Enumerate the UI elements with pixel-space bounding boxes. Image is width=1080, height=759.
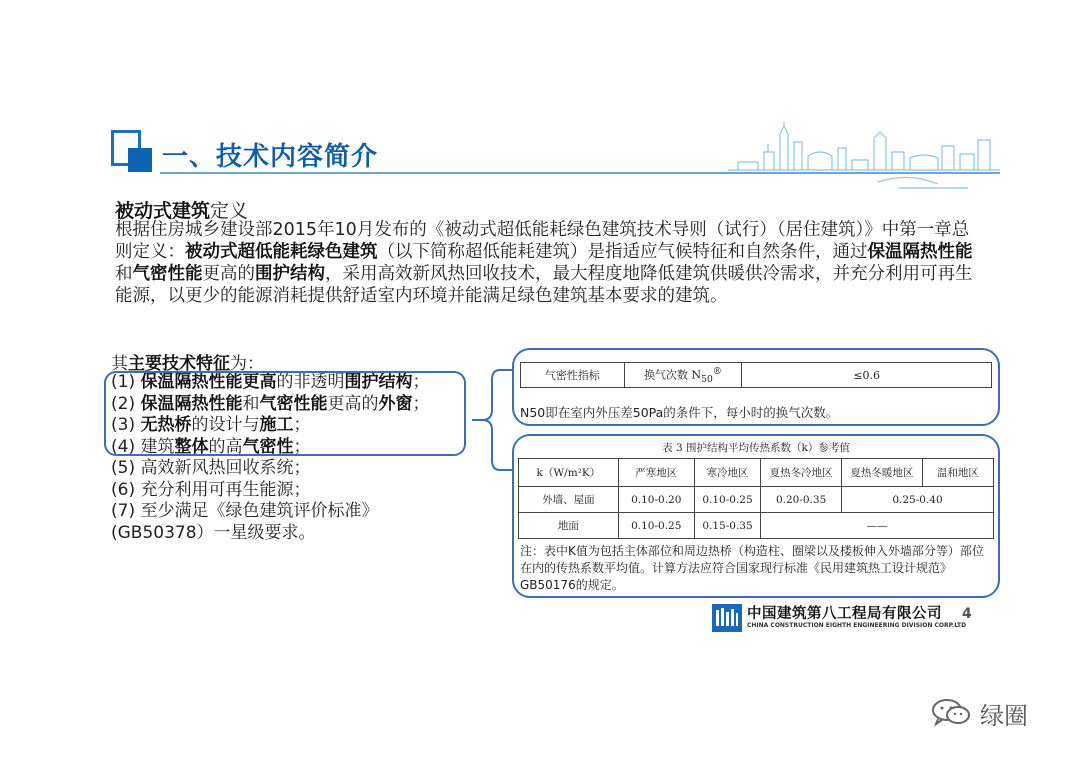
feature-bold: 保温隔热性能 xyxy=(140,393,243,414)
def-text-2: （以下简称超低能耗建筑）是指适应气候特征和自然条件，通过 xyxy=(377,242,868,262)
def-keyword-4: 围护结构 xyxy=(255,264,325,284)
feature-num: (2) xyxy=(111,393,141,414)
col-header: k（W/m²K） xyxy=(519,459,619,487)
feature-text: 建筑 xyxy=(140,436,175,457)
feature-bold: 气密性能 xyxy=(259,393,328,414)
def-text-1: 根据住房城乡建设部2015年10月发布的《被动式超低能耗绿色建筑技术导则（试行）（居住建筑）》中第一章总则定义： xyxy=(115,220,970,262)
table-cell: 0.25-0.40 xyxy=(842,487,994,513)
col-header: 寒冷地区 xyxy=(694,459,761,487)
n50-subscript: 50 xyxy=(701,373,713,385)
def-keyword-2: 保温隔热性能 xyxy=(867,242,973,262)
feature-punct: ； xyxy=(412,393,430,414)
feature-punct: ； xyxy=(412,372,430,392)
table-row xyxy=(521,363,992,388)
heat-transfer-note: 注：表中K值为包括主体部位和周边热桥（构造柱、圈梁以及楼板伸入外墙部分等）部位在内的传热系数平均值。计算方法应符合国家现行标准《民用建筑热工设计规范》GB50176的规定。 xyxy=(520,544,984,592)
air-change-rate-label xyxy=(624,363,742,388)
features-heading-pre: 其 xyxy=(111,354,128,374)
table-row xyxy=(519,459,994,487)
feature-bold: 气密性 xyxy=(242,436,294,457)
features-heading-post: 为： xyxy=(230,354,264,374)
def-keyword-3: 气密性能 xyxy=(132,264,203,284)
def-text-3: 和 xyxy=(115,264,133,284)
feature-bold: 施工 xyxy=(259,415,294,435)
wechat-icon xyxy=(930,697,974,727)
feature-num: (4) xyxy=(111,436,141,457)
feature-text: 和 xyxy=(242,393,260,414)
airtightness-note: N50即在室内外压差50Pa的条件下，每小时的换气次数。 xyxy=(520,405,839,420)
feature-item-6: (6) 充分利用可再生能源； xyxy=(111,479,311,500)
feature-bold: 保温隔热性能更高 xyxy=(140,372,277,392)
col-header: 夏热冬冷地区 xyxy=(761,459,842,487)
def-text-4: 更高的 xyxy=(202,264,255,284)
city-skyline-icon xyxy=(728,122,1000,192)
airtightness-value: ≤0.6 xyxy=(742,363,992,388)
col-header: 温和地区 xyxy=(922,459,993,487)
feature-item-7: (7) 至少满足《绿色建筑评价标准》 xyxy=(111,501,379,521)
definition-title-bold: 被动式建筑 xyxy=(115,200,211,222)
table-cell: 0.10-0.25 xyxy=(618,513,694,539)
features-heading-bold: 主要技术特征 xyxy=(128,354,230,374)
feature-bold: 无热桥 xyxy=(140,415,192,435)
table-row xyxy=(519,487,994,513)
title-mark-block xyxy=(128,148,152,172)
heat-transfer-caption: 表 3 围护结构平均传热系数（k）参考值 xyxy=(662,442,850,454)
page-title: 一、技术内容简介 xyxy=(162,142,379,172)
col-header: 严寒地区 xyxy=(618,459,694,487)
feature-bold: 整体 xyxy=(174,436,209,457)
page-number: 4 xyxy=(962,606,972,622)
feature-text: 的高 xyxy=(208,436,243,457)
company-logo-icon xyxy=(712,604,742,632)
feature-text: 的非透明 xyxy=(276,372,345,392)
airtightness-table xyxy=(520,362,992,388)
feature-num: (3) xyxy=(111,415,141,435)
col-header: 夏热冬暖地区 xyxy=(842,459,923,487)
n50-superscript: ® xyxy=(712,365,722,377)
feature-bold: 外窗 xyxy=(378,393,413,414)
feature-item-7-cont: (GB50378）一星级要求。 xyxy=(111,522,316,543)
table-cell: 0.10-0.25 xyxy=(694,487,761,513)
row-label: 地面 xyxy=(519,513,619,539)
n50-text: 换气次数 N xyxy=(644,368,702,382)
def-text-5: ，采用高效新风热回收技术，最大程度地降低建筑供暖供冷需求，并充分利用可再生能源，以更少的能源消耗提供舒适室内环境并能满足绿色建筑基本要求的建筑。 xyxy=(115,264,973,306)
table-row xyxy=(519,513,994,539)
table-cell: —— xyxy=(761,513,994,539)
table-cell: 0.10-0.20 xyxy=(618,487,694,513)
def-keyword-1: 被动式超低能耗绿色建筑 xyxy=(185,242,378,262)
company-name-cn: 中国建筑第八工程局有限公司 xyxy=(747,606,942,622)
feature-bold: 围护结构 xyxy=(344,372,413,392)
feature-punct: ； xyxy=(293,436,311,457)
features-highlight-frame xyxy=(104,371,466,456)
watermark-text: 绿圈 xyxy=(980,702,1028,730)
feature-text: 的设计与 xyxy=(191,415,260,435)
row-label: 外墙、屋面 xyxy=(519,487,619,513)
heat-transfer-table xyxy=(518,458,994,539)
feature-item-5: (5) 高效新风热回收系统； xyxy=(111,458,311,478)
feature-punct: ； xyxy=(293,415,311,435)
airtightness-label: 气密性指标 xyxy=(521,363,625,388)
definition-paragraph xyxy=(115,219,985,307)
curly-brace-icon xyxy=(470,368,518,472)
company-name-en: CHINA CONSTRUCTION EIGHTH ENGINEERING DIVISION CORP.LTD xyxy=(747,622,967,629)
definition-title-rest: 定义 xyxy=(210,200,249,222)
feature-num: (1) xyxy=(111,372,141,392)
feature-text: 更高的 xyxy=(327,393,379,414)
table-cell: 0.20-0.35 xyxy=(761,487,842,513)
table-cell: 0.15-0.35 xyxy=(694,513,761,539)
